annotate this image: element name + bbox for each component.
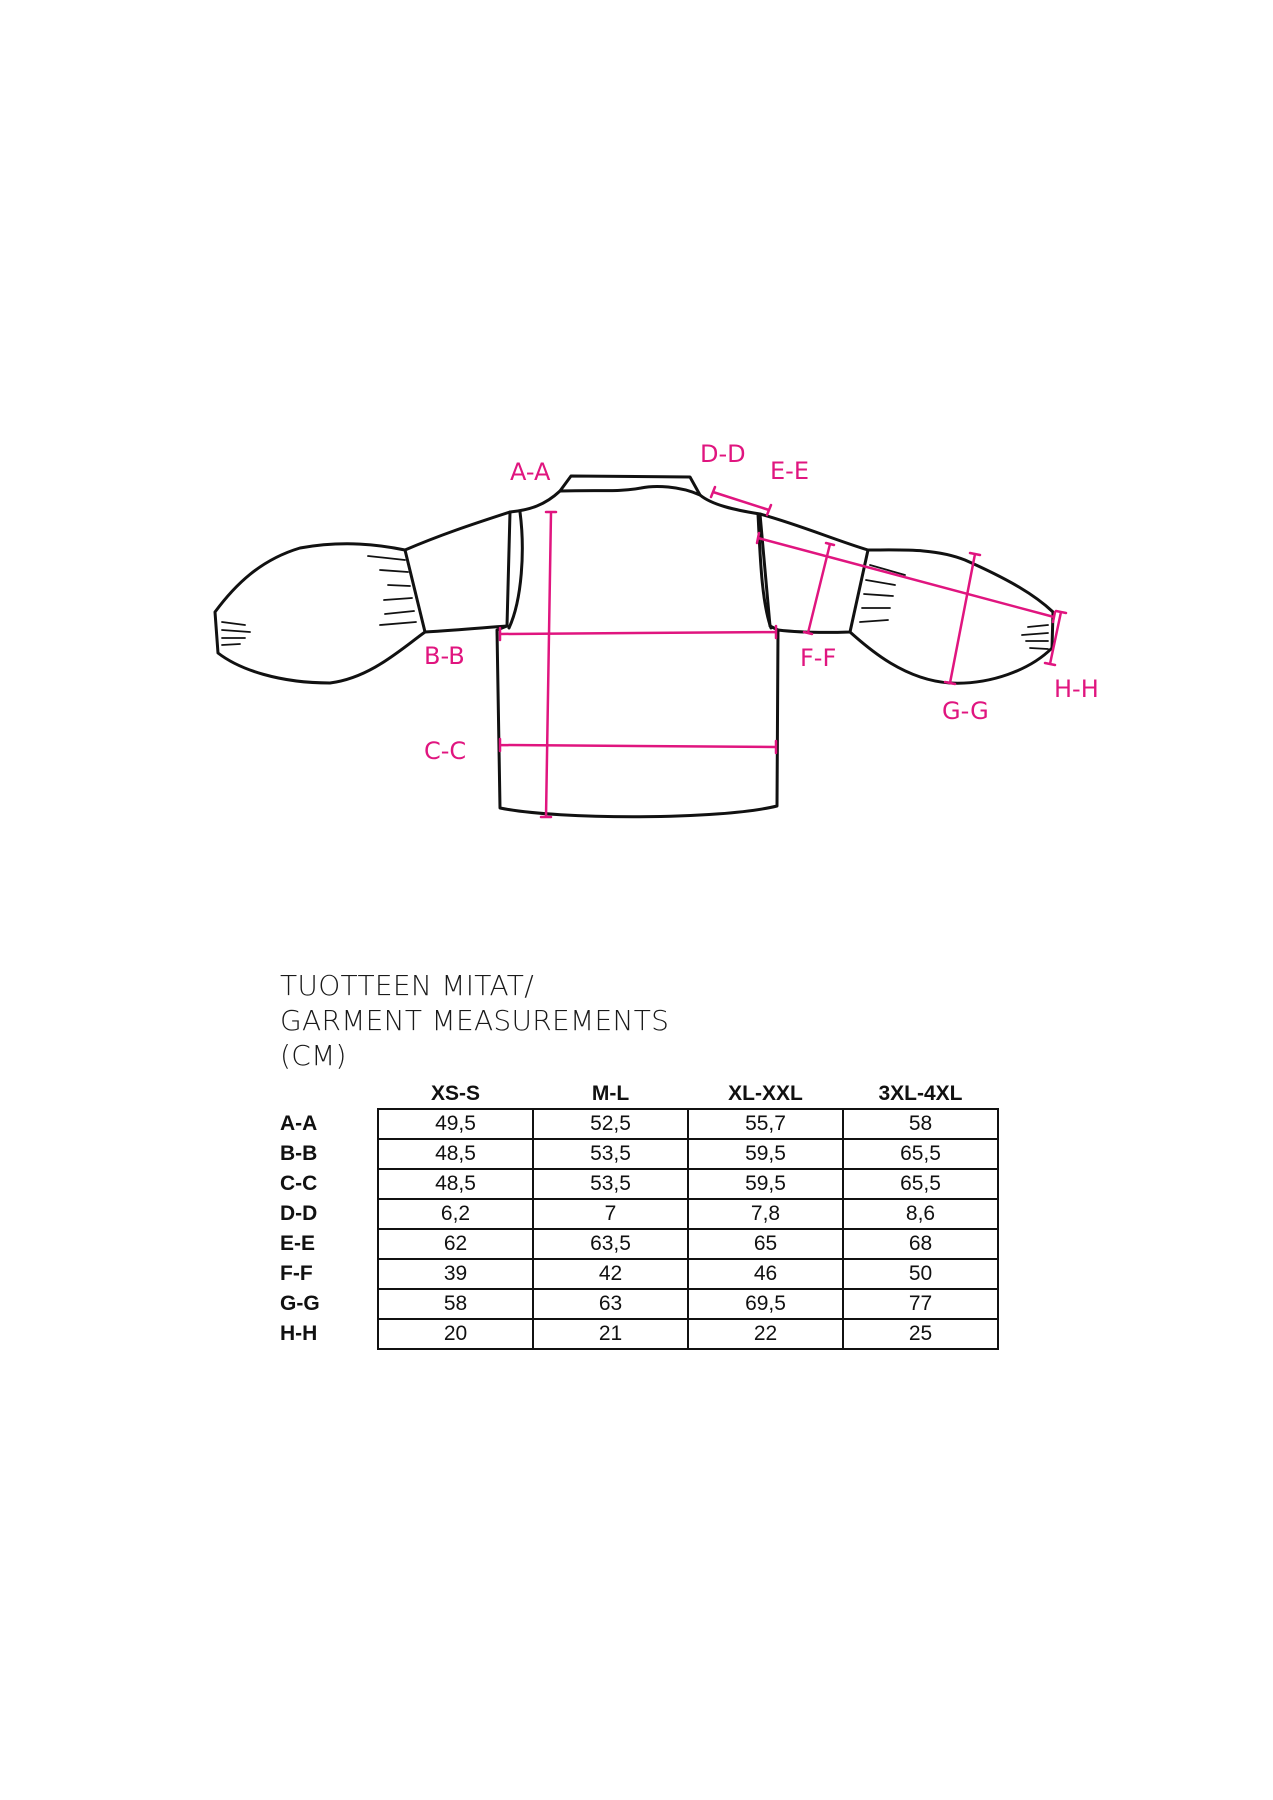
- table-cell: 68: [843, 1229, 998, 1259]
- row-label: A-A: [280, 1112, 318, 1135]
- table-cell: 53,5: [533, 1169, 688, 1199]
- table-cell: 42: [533, 1259, 688, 1289]
- table-row: [262, 1169, 998, 1199]
- measurements-heading: [280, 968, 669, 1073]
- table-row: [262, 1319, 998, 1349]
- label-bb: B-B: [424, 642, 465, 670]
- table-cell: 65: [688, 1229, 843, 1259]
- aa-line: [541, 512, 556, 817]
- heading-line-1: TUOTTEEN MITAT/: [280, 969, 534, 1002]
- table-cell: 48,5: [378, 1139, 533, 1169]
- ee-line: [757, 533, 1055, 622]
- table-cell: 77: [843, 1289, 998, 1319]
- size-table: [262, 1072, 999, 1350]
- table-cell: 20: [378, 1319, 533, 1349]
- row-label: H-H: [280, 1322, 318, 1345]
- table-row: [262, 1259, 998, 1289]
- label-hh: H-H: [1054, 675, 1099, 703]
- collar-outline: [560, 476, 700, 495]
- table-cell: 52,5: [533, 1109, 688, 1139]
- table-row: [262, 1109, 998, 1139]
- table-cell: 65,5: [843, 1139, 998, 1169]
- table-cell: 25: [843, 1319, 998, 1349]
- table-row: [262, 1229, 998, 1259]
- label-aa: A-A: [510, 458, 551, 486]
- hh-line: [1045, 611, 1066, 665]
- right-upper-sleeve: [760, 514, 868, 632]
- table-cell: 49,5: [378, 1109, 533, 1139]
- table-cell: 53,5: [533, 1139, 688, 1169]
- body-outline: [497, 491, 778, 817]
- table-cell: 63: [533, 1289, 688, 1319]
- row-label: E-E: [280, 1232, 316, 1255]
- bb-line: [500, 626, 776, 640]
- table-cell: 62: [378, 1229, 533, 1259]
- col-header: M-L: [591, 1082, 630, 1105]
- label-ff: F-F: [800, 644, 837, 672]
- table-cell: 50: [843, 1259, 998, 1289]
- garment-outline: [215, 476, 1053, 817]
- table-row: [262, 1199, 998, 1229]
- col-header: XS-S: [430, 1082, 480, 1105]
- row-label: D-D: [280, 1202, 318, 1225]
- left-cuff-ruching: [222, 556, 416, 645]
- row-label: B-B: [280, 1142, 318, 1165]
- gg-line: [945, 553, 980, 684]
- table-cell: 59,5: [688, 1139, 843, 1169]
- table-cell: 55,7: [688, 1109, 843, 1139]
- cc-line: [500, 739, 776, 753]
- label-ee: E-E: [770, 457, 809, 485]
- left-upper-sleeve: [405, 512, 510, 632]
- table-cell: 69,5: [688, 1289, 843, 1319]
- label-dd: D-D: [700, 440, 746, 468]
- heading-line-2: GARMENT MEASUREMENTS: [280, 1004, 670, 1037]
- measurement-lines: [500, 487, 1066, 817]
- col-header: XL-XXL: [728, 1082, 803, 1105]
- row-label: C-C: [280, 1172, 318, 1195]
- table-header-row: [262, 1072, 998, 1109]
- table-cell: 39: [378, 1259, 533, 1289]
- col-header: 3XL-4XL: [878, 1082, 963, 1105]
- label-gg: G-G: [942, 697, 989, 725]
- label-cc: C-C: [424, 737, 467, 765]
- table-cell: 58: [843, 1109, 998, 1139]
- table-cell: 58: [378, 1289, 533, 1319]
- heading-line-3: (CM): [280, 1039, 347, 1072]
- table-row: [262, 1139, 998, 1169]
- table-cell: 63,5: [533, 1229, 688, 1259]
- table-cell: 48,5: [378, 1169, 533, 1199]
- table-cell: 8,6: [843, 1199, 998, 1229]
- table-cell: 65,5: [843, 1169, 998, 1199]
- table-cell: 59,5: [688, 1169, 843, 1199]
- table-cell: 6,2: [378, 1199, 533, 1229]
- table-row: [262, 1289, 998, 1319]
- table-cell: 22: [688, 1319, 843, 1349]
- row-label: F-F: [280, 1262, 313, 1285]
- table-cell: 7,8: [688, 1199, 843, 1229]
- table-corner: [262, 1072, 378, 1109]
- table-cell: 21: [533, 1319, 688, 1349]
- row-label: G-G: [280, 1292, 320, 1315]
- table-cell: 46: [688, 1259, 843, 1289]
- table-cell: 7: [533, 1199, 688, 1229]
